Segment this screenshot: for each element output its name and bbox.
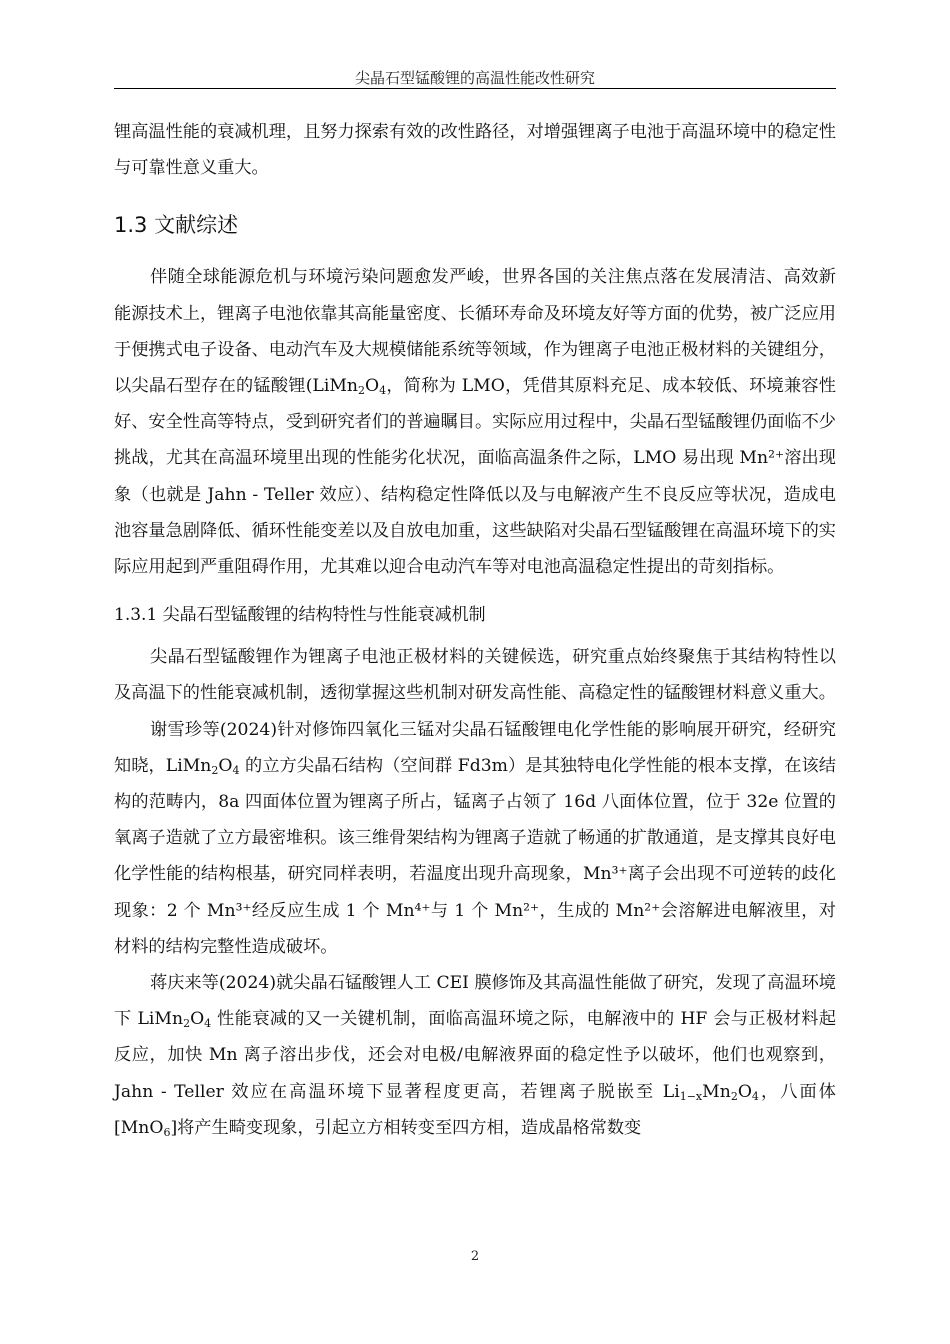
text-run: ，简称为 LMO，凭借其原料充足、成本较低、环境兼容性好、安全性高等特点，受到研究者们的普遍瞩目。实际应用过程中，尖晶石型锰酸锂仍面临不少挑战，尤其在高温环境里出现的性能劣化状况，面临高温条件之际，LMO 易出现 Mn²⁺溶出现象（也就是 Jahn - Teller 效应）、结构稳定性降低以及与电解液产生不良反应等状况，造成电池容量急剧降低、循环性能变差以及自放电加重，这些缺陷对尖晶石型锰酸锂在高温环境下的实际应用起到严重阻碍作用，尤其难以迎合电动汽车等对电池高温稳定性提出的苛刻指标。 <box>114 376 836 578</box>
text-run: O <box>365 376 380 397</box>
text-run: 谢雪珍等(2024)针对修饰四氧化三锰对尖晶石锰酸锂电化学性能的影响展开研究，经研究知晓，LiMn <box>114 719 836 776</box>
page-body <box>114 114 836 1146</box>
text-run: 性能衰减的又一关键机制，面临高温环境之际，电解液中的 HF 会与正极材料起反应，加快 Mn 离子溶出步伐，还会对电极/电解液界面的稳定性予以破坏，他们也观察到，Jahn - Teller 效应在高温环境下显著程度更高，若锂离子脱嵌至 Li <box>114 1009 837 1102</box>
text-run: Mn <box>702 1081 731 1102</box>
subscript: 2 <box>211 763 219 777</box>
text-run: 蒋庆来等(2024)就尖晶石锰酸锂人工 CEI 膜修饰及其高温性能做了研究，发现了高温环境下 LiMn <box>114 973 836 1030</box>
text-run: 伴随全球能源危机与环境污染问题愈发严峻，世界各国的关注焦点落在发展清洁、高效新能源技术上，锂离子电池依靠其高能量密度、长循环寿命及环境友好等方面的优势，被广泛应用于便携式电子设备、电动汽车及大规模储能系统等领域，作为锂离子电池正极材料的关键组分，以尖晶石型存在的锰酸锂(LiMn <box>114 267 836 397</box>
text-run: ，八面体[MnO <box>114 1081 836 1138</box>
subscript: 1−x <box>679 1089 703 1103</box>
subscript: 2 <box>183 1017 191 1031</box>
text-run: O <box>737 1081 752 1102</box>
header-divider <box>114 88 836 89</box>
subscript: 4 <box>379 384 387 398</box>
subscript: 2 <box>730 1089 738 1103</box>
page-number: 2 <box>470 1249 480 1264</box>
text-run: O <box>190 1009 205 1030</box>
section-paragraph-1 <box>114 259 836 585</box>
text-run: ]将产生畸变现象，引起立方相转变至四方相，造成晶格常数变 <box>170 1117 642 1138</box>
subscript: 4 <box>204 1017 212 1031</box>
section-heading: 1.3 文献综述 <box>114 213 239 238</box>
subsection-paragraph-2 <box>114 712 836 965</box>
subscript: 4 <box>232 763 240 777</box>
subscript: 6 <box>163 1125 171 1139</box>
subscript: 2 <box>358 384 365 398</box>
text-run: O <box>218 755 233 776</box>
subscript: 4 <box>751 1089 759 1103</box>
subsection-paragraph-1: 尖晶石型锰酸锂作为锂离子电池正极材料的关键候选，研究重点始终聚焦于其结构特性以及高温下的性能衰减机制，透彻掌握这些机制对研发高性能、高稳定性的锰酸锂材料意义重大。 <box>114 647 836 704</box>
running-header: 尖晶石型锰酸锂的高温性能改性研究 <box>354 69 595 87</box>
subsection-paragraph-3 <box>114 965 836 1146</box>
text-run: 的立方尖晶石结构（空间群 Fd3m）是其独特电化学性能的根本支撑，在该结构的范畴内，8a 四面体位置为锂离子所占，锰离子占领了 16d 八面体位置，位于 32e 位置的氧离子造就了立方最密堆积。该三维骨架结构为锂离子造就了畅通的扩散通道，是支撑其良好电化学性能的结构根基，研究同样表明，若温度出现升高现象，Mn³⁺离子会出现不可逆转的歧化现象：2 个 Mn³⁺经反应生成 1 个 Mn⁴⁺与 1 个 Mn²⁺，生成的 Mn²⁺会溶解进电解液里，对材料的结构完整性造成破坏。 <box>114 755 836 957</box>
intro-paragraph: 锂高温性能的衰减机理，且努力探索有效的改性路径，对增强锂离子电池于高温环境中的稳定性与可靠性意义重大。 <box>114 122 836 179</box>
subsection-heading: 1.3.1 尖晶石型锰酸锂的结构特性与性能衰减机制 <box>114 605 486 626</box>
